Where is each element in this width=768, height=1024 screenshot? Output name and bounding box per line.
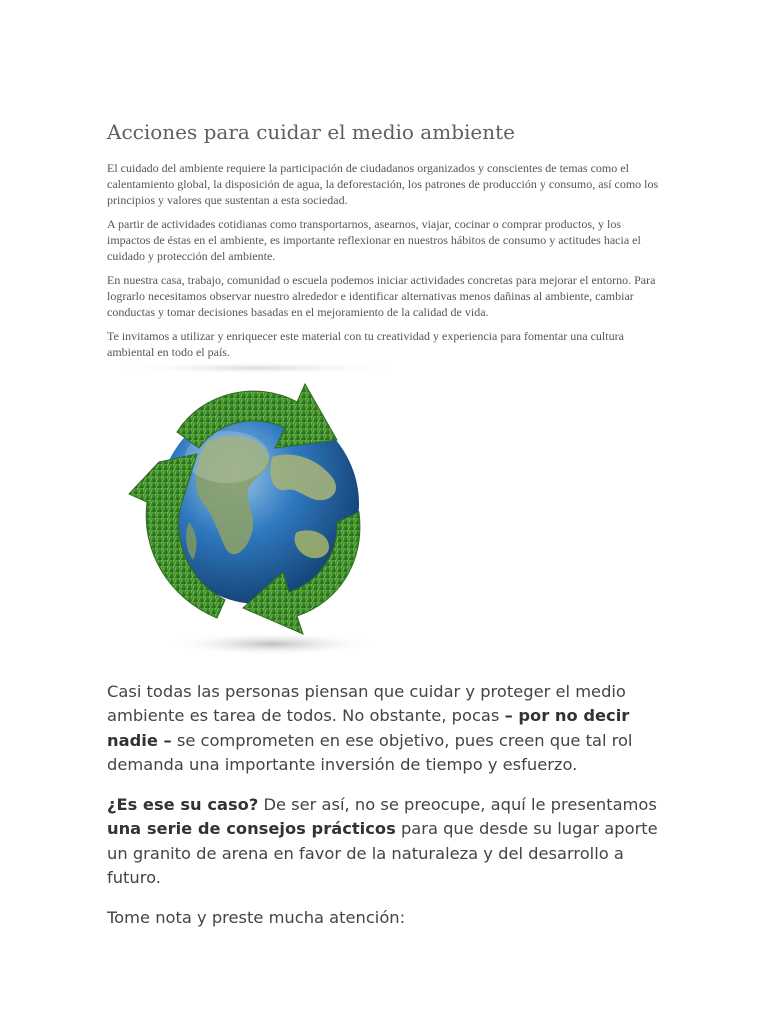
main-text bbox=[107, 680, 663, 947]
text-run: De ser así, no se preocupe, aquí le presentamos bbox=[258, 795, 657, 815]
document-title: Acciones para cuidar el medio ambiente bbox=[107, 120, 515, 144]
bold-text: una serie de consejos prácticos bbox=[107, 819, 396, 839]
text-run: Casi todas las personas piensan que cuidar y proteger el medio ambiente es tarea de todos. No obstante, pocas bbox=[107, 682, 626, 726]
bold-text: – por no decir nadie – bbox=[107, 706, 630, 750]
earth-recycle-globe-icon bbox=[107, 362, 397, 662]
top-shadow bbox=[112, 362, 397, 374]
body-paragraph-3: Tome nota y preste mucha atención: bbox=[107, 908, 406, 928]
text-run: se comprometen en ese objetivo, pues creen que tal rol demanda una importante inversión de tiempo y esfuerzo. bbox=[107, 730, 633, 774]
intro-paragraph: A partir de actividades cotidianas como transportarnos, asearnos, viajar, cocinar o comprar productos, y los impactos de éstas en el ambiente, es importante reflexionar en nuestros hábitos de consumo y actitudes hacia el cuidado y protección del ambiente. bbox=[107, 217, 641, 263]
body-paragraph-1 bbox=[107, 680, 663, 777]
text-run: para que desde su lugar aporte un granito de arena en favor de la naturaleza y del desarrollo a futuro. bbox=[107, 819, 658, 888]
intro-paragraph: El cuidado del ambiente requiere la participación de ciudadanos organizados y conscientes de temas como el calentamiento global, la disposición de agua, la deforestación, los patrones de producción y consumo, así como los principios y valores que sustentan a esta sociedad. bbox=[107, 161, 659, 207]
intro-text bbox=[107, 160, 665, 368]
bottom-shadow bbox=[167, 632, 377, 656]
intro-paragraph: Te invitamos a utilizar y enriquecer este material con tu creatividad y experiencia para fomentar una cultura ambiental en todo el país. bbox=[107, 329, 624, 359]
intro-paragraph: En nuestra casa, trabajo, comunidad o escuela podemos iniciar actividades concretas para mejorar el entorno. Para lograrlo necesitamos observar nuestro alrededor e identificar alternativas menos dañinas al ambiente, cambiar conductas y tomar decisiones basadas en el mejoramiento de la calidad de vida. bbox=[107, 273, 656, 319]
earth-recycle-image bbox=[107, 362, 397, 662]
body-paragraph-2 bbox=[107, 793, 663, 890]
bold-text: ¿Es ese su caso? bbox=[107, 795, 259, 815]
